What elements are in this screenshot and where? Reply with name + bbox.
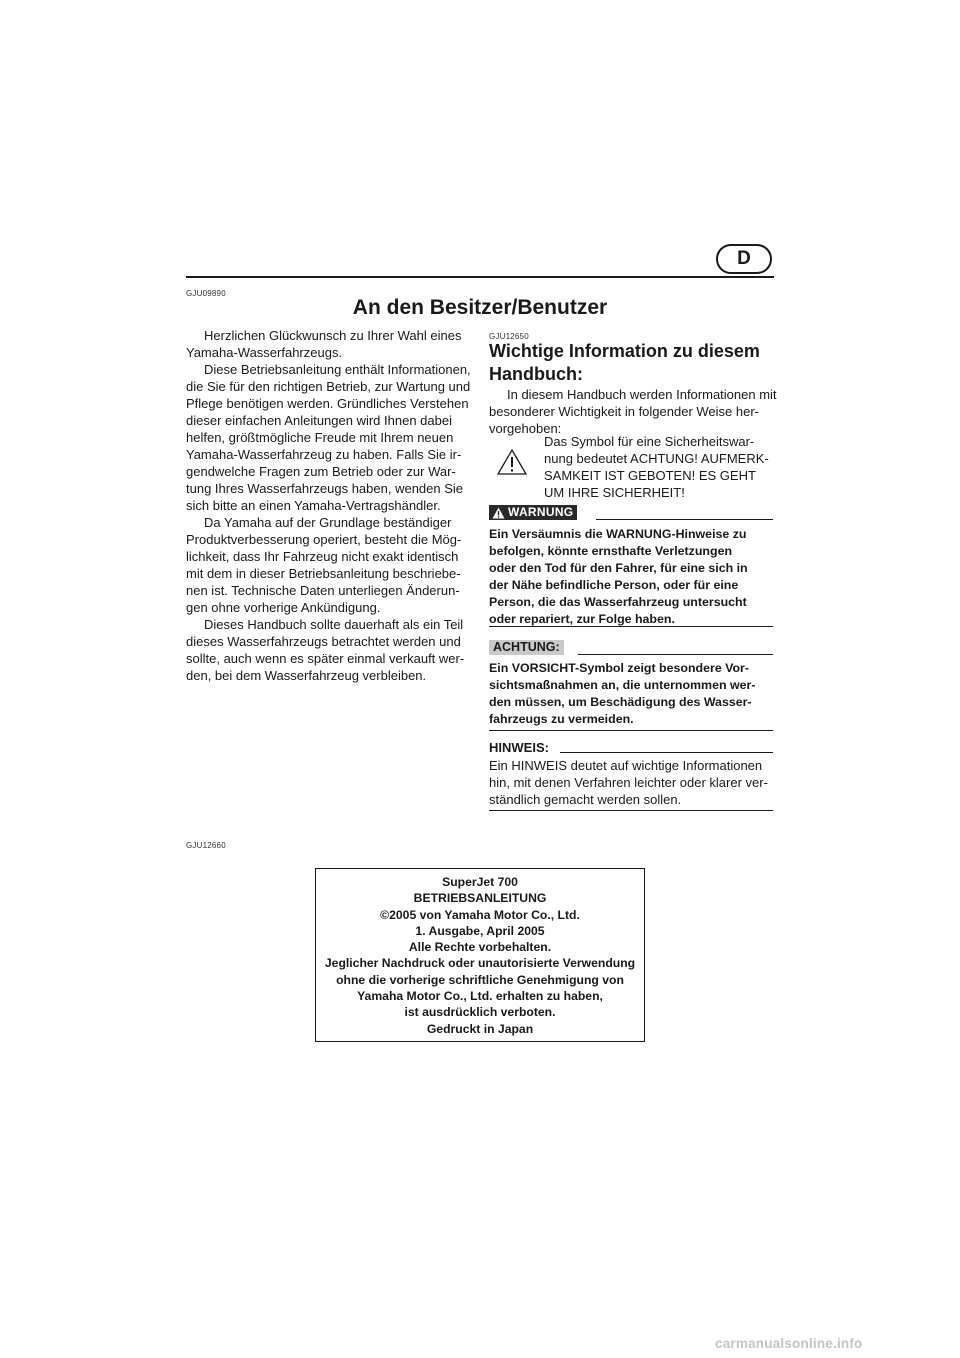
- text-line: nen ist. Technische Daten unterliegen Änderun-: [186, 583, 460, 598]
- text-line: ständlich gemacht werden sollen.: [489, 792, 682, 807]
- text-line: Pflege benötigen werden. Gründliches Verstehen: [186, 396, 469, 411]
- section-title: [489, 340, 779, 386]
- text-line: vorgehoben:: [489, 421, 562, 436]
- warning-text: [489, 526, 748, 628]
- text-line: besonderer Wichtigkeit in folgender Weise her-: [489, 404, 760, 419]
- text-line: Herzlichen Glückwunsch zu Ihrer Wahl eines: [204, 328, 462, 343]
- text-line: lichkeit, dass Ihr Fahrzeug nicht exakt identisch: [186, 549, 459, 564]
- text-line: den, bei dem Wasserfahrzeug verbleiben.: [186, 668, 427, 683]
- code-main: GJU09890: [186, 289, 226, 298]
- text-line: der Nähe befindliche Person, oder für eine: [489, 578, 739, 592]
- text-line: gendwelche Fragen zum Betrieb oder zur War-: [186, 464, 456, 479]
- text-line: Yamaha-Wasserfahrzeugs.: [186, 345, 343, 360]
- imprint-line: Alle Rechte vorbehalten.: [408, 940, 552, 955]
- watermark-link[interactable]: carmanualsonline.info: [715, 1336, 863, 1351]
- imprint-line: Gedruckt in Japan: [426, 1021, 534, 1036]
- text-line: Ein HINWEIS deutet auf wichtige Informationen: [489, 758, 763, 773]
- text-line: den müssen, um Beschädigung des Wasser-: [489, 695, 752, 709]
- text-line: Das Symbol für eine Sicherheitswar-: [544, 434, 755, 449]
- warning-triangle-icon: [492, 507, 505, 519]
- text-line: mit dem in dieser Betriebsanleitung beschriebe-: [186, 566, 461, 581]
- warning-label: WARNUNG: [508, 505, 574, 519]
- text-line: Diese Betriebsanleitung enthält Informationen,: [204, 362, 471, 377]
- section-title-line: Wichtige Information zu diesem: [489, 341, 760, 361]
- text-line: sich bitte an einen Yamaha-Vertragshändler.: [186, 498, 441, 513]
- code-imprint: GJU12660: [186, 841, 226, 850]
- caution-end-rule: [489, 730, 773, 731]
- note-text: [489, 757, 768, 808]
- text-line: Produktverbesserung operiert, besteht die Mög-: [186, 532, 462, 547]
- text-line: SAMKEIT IST GEBOTEN! ES GEHT: [544, 468, 756, 483]
- caution-text: [489, 660, 755, 728]
- imprint-line: ©2005 von Yamaha Motor Co., Ltd.: [380, 907, 580, 922]
- text-line: gen ohne vorherige Ankündigung.: [186, 600, 381, 615]
- text-line: helfen, größtmögliche Freude mit Ihrem neuen: [186, 430, 454, 445]
- header-rule: [186, 276, 774, 278]
- caution-rule: [578, 654, 773, 655]
- imprint-line: Yamaha Motor Co., Ltd. erhalten zu haben,: [357, 989, 603, 1004]
- symbol-description: [544, 433, 776, 501]
- imprint-box: [315, 868, 645, 1042]
- text-line: UM IHRE SICHERHEIT!: [544, 485, 685, 500]
- text-line: Yamaha-Wasserfahrzeug zu haben. Falls Sie ir-: [186, 447, 462, 462]
- code-section: GJU12650: [489, 332, 529, 341]
- text-line: dieser einfachen Anleitungen wird Ihnen dabei: [186, 413, 452, 428]
- intro-text-column: [186, 327, 471, 684]
- text-line: Dieses Handbuch sollte dauerhaft als ein Teil: [204, 617, 464, 632]
- text-line: Da Yamaha auf der Grundlage beständiger: [204, 515, 452, 530]
- section-intro: [489, 386, 777, 437]
- text-line: die Sie für den richtigen Betrieb, zur Wartung und: [186, 379, 471, 394]
- note-rule: [560, 752, 773, 753]
- text-line: sollte, auch wenn es später einmal verkauft wer-: [186, 651, 465, 666]
- caution-badge: ACHTUNG:: [489, 640, 564, 655]
- imprint-line: ohne die vorherige schriftliche Genehmigung von: [336, 972, 624, 987]
- note-label: HINWEIS:: [489, 740, 549, 755]
- text-line: oder repariert, zur Folge haben.: [489, 612, 675, 626]
- text-line: dieses Wasserfahrzeugs betrachtet werden und: [186, 634, 461, 649]
- imprint-line: 1. Ausgabe, April 2005: [415, 923, 545, 938]
- text-line: Person, die das Wasserfahrzeug untersucht: [489, 595, 747, 609]
- imprint-line: Jeglicher Nachdruck oder unautorisierte Verwendung: [324, 956, 636, 971]
- text-line: nung bedeutet ACHTUNG! AUFMERK-: [544, 451, 769, 466]
- page-title: An den Besitzer/Benutzer: [352, 296, 608, 319]
- warning-badge: [489, 505, 577, 520]
- section-title-line: Handbuch:: [489, 364, 583, 384]
- text-line: tung Ihres Wasserfahrzeugs haben, wenden Sie: [186, 481, 464, 496]
- language-badge: D: [716, 244, 772, 274]
- warning-rule: [596, 519, 773, 520]
- warning-triangle-icon: [496, 448, 528, 476]
- text-line: Ein Versäumnis die WARNUNG-Hinweise zu: [489, 527, 747, 541]
- imprint-line: ist ausdrücklich verboten.: [404, 1005, 556, 1020]
- text-line: hin, mit denen Verfahren leichter oder klarer ver-: [489, 775, 768, 790]
- note-end-rule: [489, 810, 773, 811]
- imprint-line: BETRIEBSANLEITUNG: [413, 891, 547, 906]
- text-line: befolgen, könnte ernsthafte Verletzungen: [489, 544, 733, 558]
- text-line: In diesem Handbuch werden Informationen mit: [507, 387, 777, 402]
- warning-end-rule: [489, 626, 773, 627]
- text-line: fahrzeugs zu vermeiden.: [489, 712, 634, 726]
- imprint-line: SuperJet 700: [442, 875, 518, 889]
- text-line: sichtsmaßnahmen an, die unternommen wer-: [489, 678, 756, 692]
- text-line: Ein VORSICHT-Symbol zeigt besondere Vor-: [489, 661, 750, 675]
- text-line: oder den Tod für den Fahrer, für eine sich in: [489, 561, 748, 575]
